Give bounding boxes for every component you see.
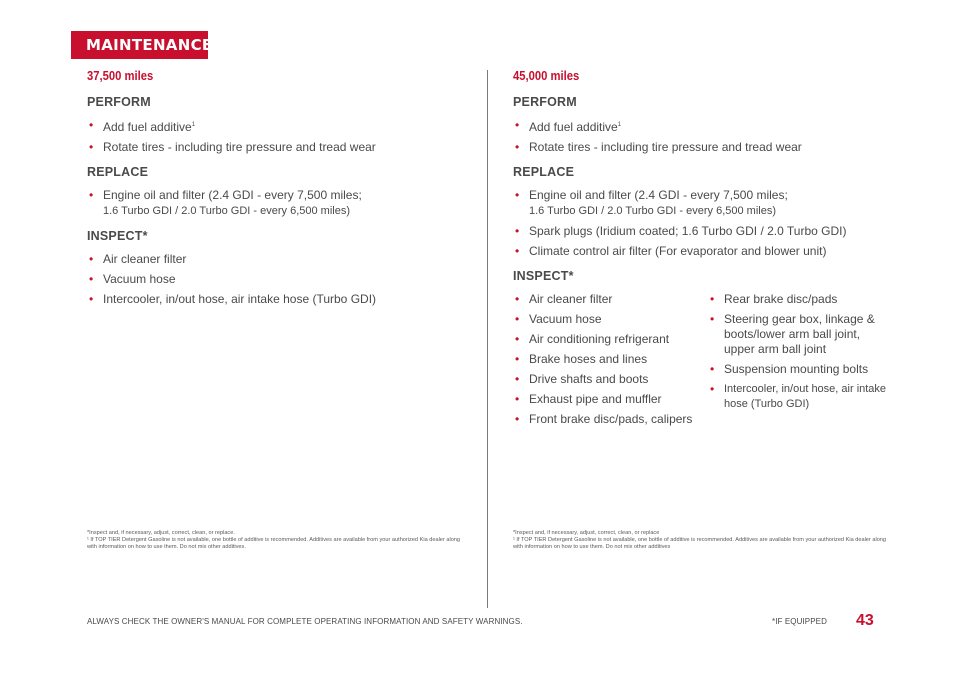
mileage-heading: 45,000 miles <box>513 69 580 83</box>
inspect-list-2 <box>708 292 893 432</box>
bullet-icon: • <box>89 188 94 202</box>
bullet-icon: • <box>89 118 94 132</box>
if-equipped-note: *IF EQUIPPED <box>772 617 827 626</box>
inspect-heading: INSPECT* <box>87 229 148 243</box>
perform-heading: PERFORM <box>87 95 151 109</box>
right-column <box>513 68 893 441</box>
list-item: • Add fuel additive$^1$ <box>515 118 622 134</box>
perform-list <box>87 118 467 155</box>
bullet-icon: • <box>515 224 520 238</box>
bullet-icon: • <box>89 252 94 266</box>
replace-heading: REPLACE <box>87 165 149 179</box>
bullet-icon: • <box>515 332 520 346</box>
inspect-heading: INSPECT* <box>513 269 574 283</box>
bullet-icon: • <box>710 312 715 326</box>
list-item: • Steering gear box, linkage & boots/lower arm ball joint, upper arm ball joint <box>710 312 875 356</box>
list-item: • Spark plugs (Iridium coated; 1.6 Turbo GDI / 2.0 Turbo GDI) <box>515 224 847 238</box>
list-item: • Rear brake disc/pads <box>710 292 838 306</box>
footnote-right <box>513 530 891 551</box>
list-item: • Rotate tires - including tire pressure and tread wear <box>515 140 802 154</box>
list-item: • Intercooler, in/out hose, air intake hose (Turbo GDI) <box>89 292 377 306</box>
bullet-icon: • <box>515 392 520 406</box>
column-divider <box>487 70 488 608</box>
bullet-icon: • <box>89 292 94 306</box>
perform-list <box>513 118 893 155</box>
list-item: • Intercooler, in/out hose, air intake hose (Turbo GDI) <box>710 382 887 410</box>
list-item: • Engine oil and filter (2.4 GDI - every 7,500 miles; 1.6 Turbo GDI / 2.0 Turbo GDI - every 6,500 miles) <box>515 188 788 217</box>
inspect-columns <box>513 292 893 441</box>
section-tab-label: MAINTENANCE <box>86 36 213 54</box>
list-item: • Air conditioning refrigerant <box>515 332 670 346</box>
list-item: • Vacuum hose <box>515 312 602 326</box>
inspect-list-1 <box>513 292 708 432</box>
page-number: 43 <box>856 612 874 629</box>
list-item: • Climate control air filter (For evaporator and blower unit) <box>515 244 827 258</box>
list-item: • Engine oil and filter (2.4 GDI - every 7,500 miles; 1.6 Turbo GDI / 2.0 Turbo GDI - every 6,500 miles) <box>89 188 362 217</box>
list-item: • Add fuel additive$^1$ <box>89 118 196 134</box>
list-item: • Suspension mounting bolts <box>710 362 869 376</box>
list-item: • Vacuum hose <box>89 272 176 286</box>
left-column <box>87 68 467 316</box>
footnote-left <box>87 530 465 551</box>
list-item: • Brake hoses and lines <box>515 352 648 366</box>
replace-list <box>87 188 467 219</box>
list-item: • Drive shafts and boots <box>515 372 649 386</box>
replace-heading: REPLACE <box>513 165 575 179</box>
bullet-icon: • <box>515 372 520 386</box>
bullet-icon: • <box>515 312 520 326</box>
list-item: • Front brake disc/pads, calipers <box>515 412 693 426</box>
inspect-list <box>87 252 467 307</box>
list-item: • Air cleaner filter <box>515 292 613 306</box>
footnote-additive: ¹ If TOP TIER Detergent Gasoline is not available, one bottle of additive is recommended. Additives are available from your authorized Kia dealer along with information on how to use them. Do not mix other additives <box>513 537 887 550</box>
replace-list <box>513 188 893 259</box>
bullet-icon: • <box>515 140 520 154</box>
bullet-icon: • <box>515 412 520 426</box>
bullet-icon: • <box>710 292 715 306</box>
bullet-icon: • <box>515 244 520 258</box>
bullet-icon: • <box>515 352 520 366</box>
mileage-heading: 37,500 miles <box>87 69 154 83</box>
list-item: • Air cleaner filter <box>89 252 187 266</box>
safety-warning: ALWAYS CHECK THE OWNER'S MANUAL FOR COMPLETE OPERATING INFORMATION AND SAFETY WARNINGS. <box>87 617 523 626</box>
footnote-inspect: *Inspect and, if necessary, adjust, correct, clean, or replace <box>513 530 660 536</box>
bullet-icon: • <box>89 140 94 154</box>
footnote-inspect: *Inspect and, if necessary, adjust, correct, clean, or replace. <box>87 530 235 536</box>
list-item: • Exhaust pipe and muffler <box>515 392 662 406</box>
footnote-additive: ¹ If TOP TIER Detergent Gasoline is not available, one bottle of additive is recommended. Additives are available from your authorized Kia dealer along with information on how to use them. Do not mix other additives. <box>87 537 461 550</box>
bullet-icon: • <box>515 118 520 132</box>
section-tab <box>71 31 213 59</box>
bullet-icon: • <box>89 272 94 286</box>
bullet-icon: • <box>710 382 715 396</box>
perform-heading: PERFORM <box>513 95 577 109</box>
bullet-icon: • <box>515 292 520 306</box>
list-item: • Rotate tires - including tire pressure and tread wear <box>89 140 376 154</box>
bullet-icon: • <box>515 188 520 202</box>
bullet-icon: • <box>710 362 715 376</box>
